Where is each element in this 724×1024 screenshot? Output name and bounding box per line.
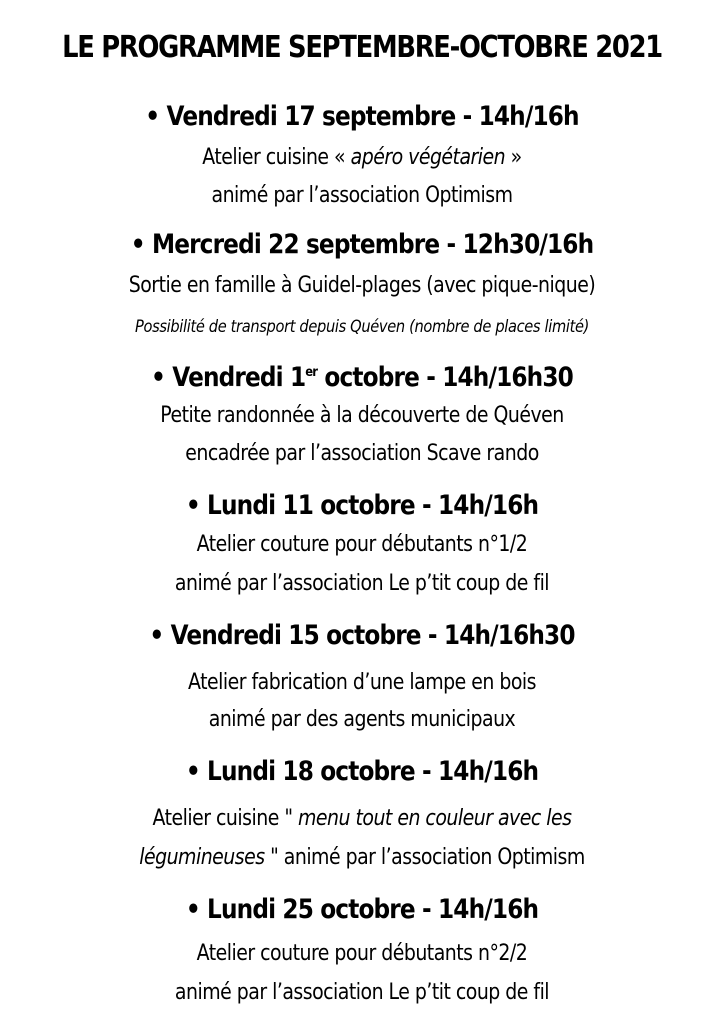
event-heading-text: Vendredi 1 bbox=[172, 362, 306, 393]
event-note: Possibilité de transport depuis Quéven (nombre de places limité) bbox=[135, 317, 589, 337]
event-organizer: animé par l’association Optimism bbox=[211, 183, 513, 208]
event-heading-superscript: er bbox=[305, 364, 318, 380]
event-heading bbox=[51, 490, 674, 521]
bullet: • bbox=[185, 894, 200, 925]
event-heading bbox=[51, 620, 674, 651]
page-title: LE PROGRAMME SEPTEMBRE-OCTOBRE 2021 bbox=[62, 30, 662, 65]
event-heading-text: Lundi 25 octobre - 14h/16h bbox=[207, 894, 539, 925]
event-description-italic: apéro végétarien bbox=[350, 145, 506, 170]
bullet: • bbox=[151, 362, 166, 393]
event-description: Atelier couture pour débutants n°1/2 bbox=[196, 532, 528, 557]
event-heading bbox=[51, 756, 674, 787]
event-description: Sortie en famille à Guidel-plages (avec pique-nique) bbox=[128, 273, 596, 298]
event-description-text: » bbox=[505, 145, 522, 170]
event-organizer: animé par des agents municipaux bbox=[208, 707, 516, 732]
event-description-text: Atelier cuisine « bbox=[202, 145, 351, 170]
bullet: • bbox=[185, 490, 200, 521]
bullet: • bbox=[149, 620, 164, 651]
event-heading bbox=[51, 229, 674, 260]
event-heading-text: Lundi 11 octobre - 14h/16h bbox=[207, 490, 539, 521]
event-organizer bbox=[51, 845, 674, 870]
event-description bbox=[51, 806, 674, 831]
event-heading-text: Mercredi 22 septembre - 12h30/16h bbox=[151, 229, 594, 260]
event-heading-text: octobre - 14h/16h30 bbox=[317, 362, 573, 393]
bullet: • bbox=[130, 229, 145, 260]
event-description bbox=[51, 145, 674, 170]
event-organizer: encadrée par l’association Scave rando bbox=[185, 441, 539, 466]
bullet: • bbox=[185, 756, 200, 787]
event-description: Petite randonnée à la découverte de Quéven bbox=[160, 403, 564, 428]
event-heading-text: Lundi 18 octobre - 14h/16h bbox=[207, 756, 539, 787]
event-heading bbox=[51, 894, 674, 925]
event-description-text: Atelier cuisine " bbox=[152, 806, 299, 831]
event-description-text: " animé par l’association Optimism bbox=[264, 845, 585, 870]
event-description: Atelier fabrication d’une lampe en bois bbox=[187, 670, 537, 695]
event-description-italic: menu tout en couleur avec les bbox=[298, 806, 572, 831]
bullet: • bbox=[145, 101, 160, 132]
event-heading bbox=[51, 101, 674, 132]
event-heading-text: Vendredi 17 septembre - 14h/16h bbox=[166, 101, 579, 132]
event-organizer: animé par l’association Le p’tit coup de fil bbox=[174, 571, 550, 596]
event-description-italic: légumineuses bbox=[139, 845, 265, 870]
event-heading-text: Vendredi 15 octobre - 14h/16h30 bbox=[170, 620, 575, 651]
event-organizer: animé par l’association Le p’tit coup de fil bbox=[174, 980, 550, 1005]
event-heading bbox=[51, 362, 674, 393]
event-description: Atelier couture pour débutants n°2/2 bbox=[196, 941, 528, 966]
